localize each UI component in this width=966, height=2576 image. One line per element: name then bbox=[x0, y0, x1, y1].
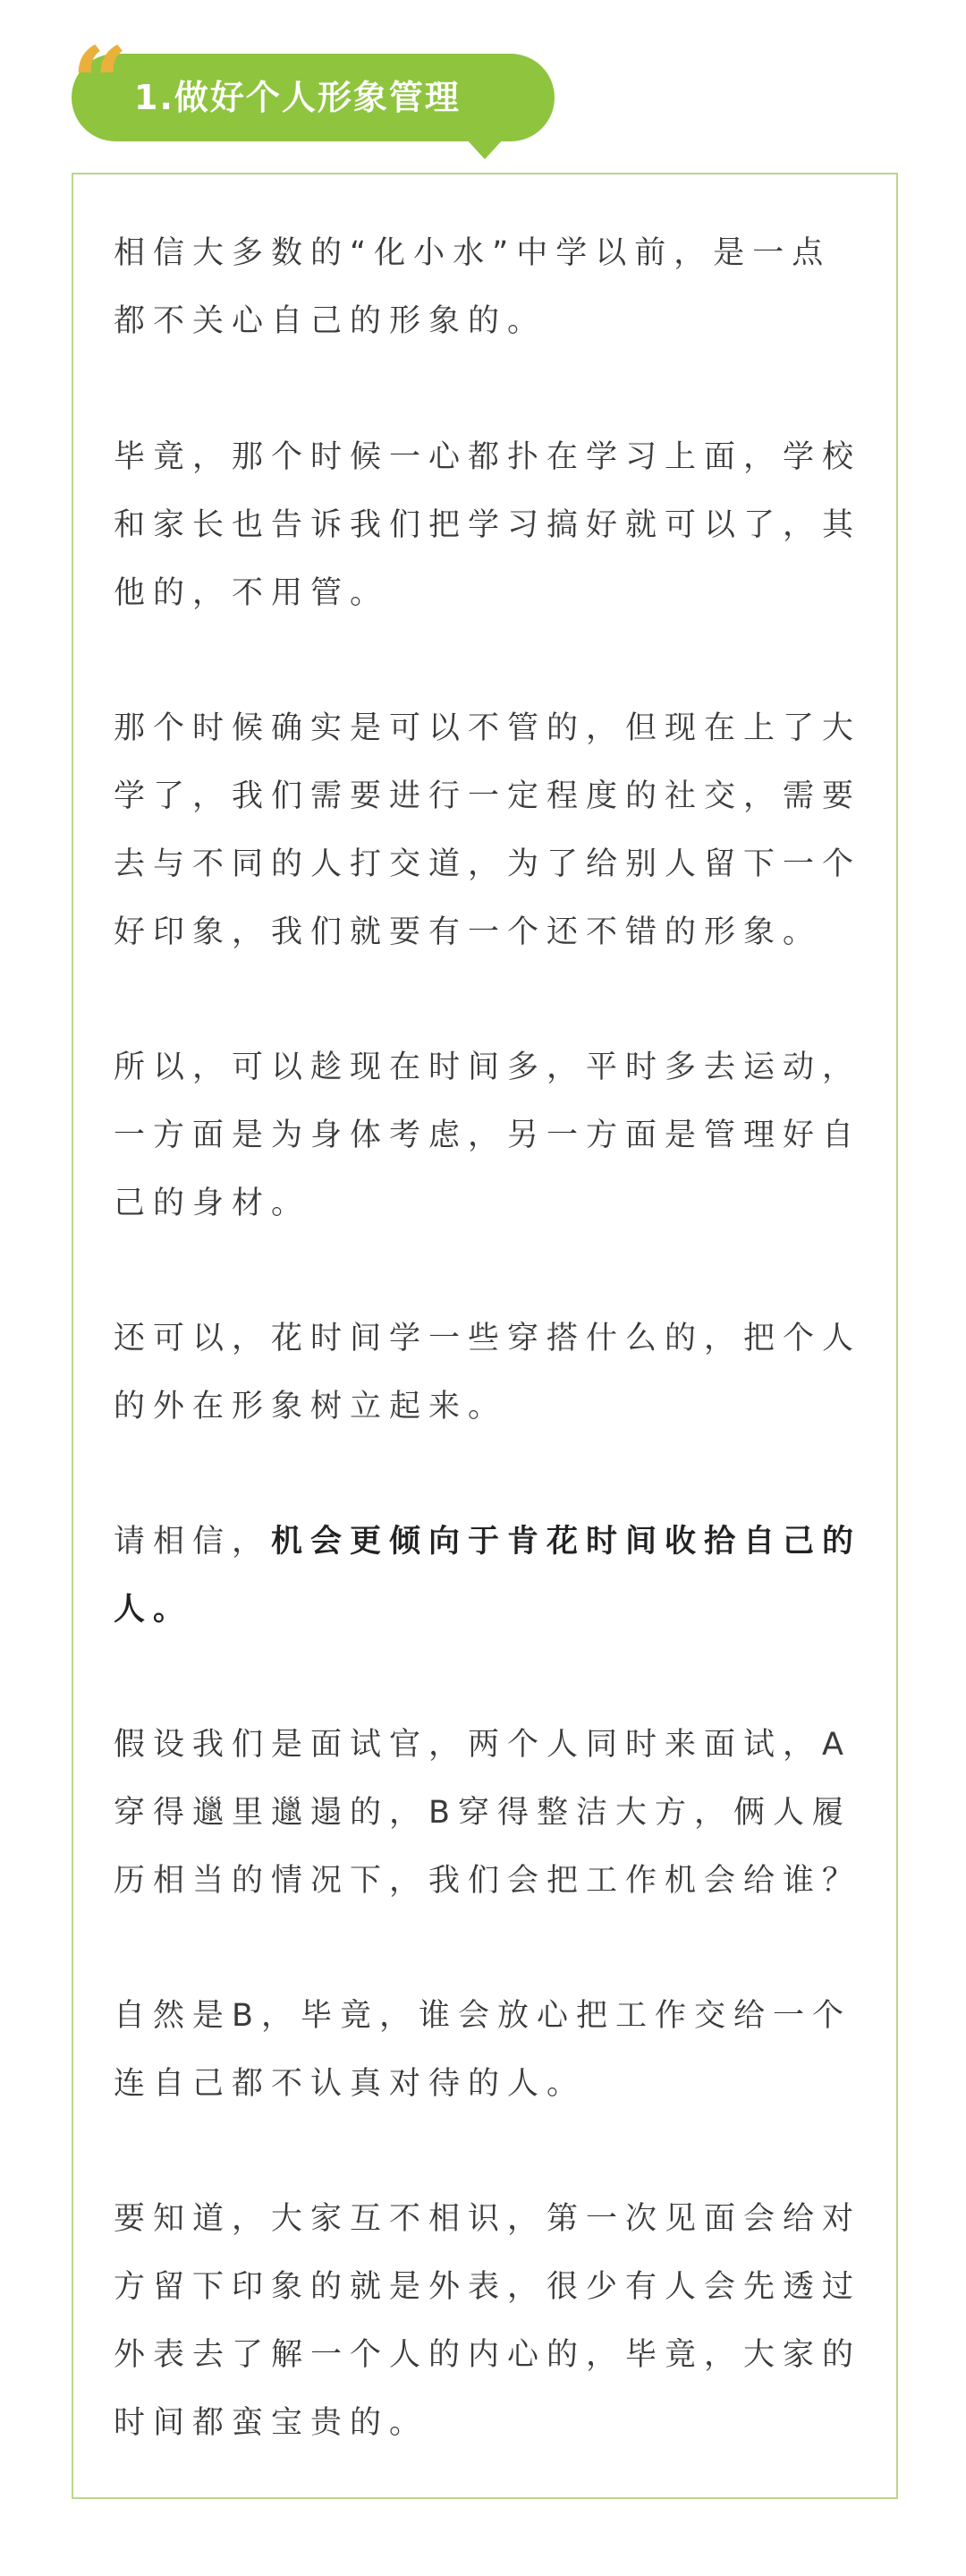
text-line: 连自己都不认真对待的人。 bbox=[114, 2066, 587, 2102]
text-line bbox=[114, 1508, 874, 1576]
text-line: 所以，可以趁现在时间多，平时多去运动， bbox=[114, 1050, 862, 1085]
text-line: 的外在形象树立起来。 bbox=[114, 1389, 508, 1424]
paragraph-9 bbox=[114, 2185, 874, 2457]
text-line: 学了，我们需要进行一定程度的社交，需要 bbox=[114, 778, 862, 814]
text-line: 去与不同的人打交道，为了给别人留下一个 bbox=[114, 846, 862, 882]
emphasis-text: 机会更倾向于肯花时间收拾自己的 bbox=[271, 1524, 862, 1560]
text-line: 方留下印象的就是外表，很少有人会先透过 bbox=[114, 2269, 862, 2305]
text-line: 外表去了解一个人的内心的，毕竟，大家的 bbox=[114, 2337, 862, 2373]
paragraph-5 bbox=[114, 1305, 874, 1441]
emphasis-text: 人。 bbox=[114, 1592, 193, 1628]
text-prefix: 请相信， bbox=[114, 1524, 272, 1560]
paragraph-6 bbox=[114, 1508, 874, 1644]
text-line: 自然是B，毕竟，谁会放心把工作交给一个 bbox=[114, 1998, 852, 2034]
text-line: 那个时候确实是可以不管的，但现在上了大 bbox=[114, 710, 862, 746]
text-line: 和家长也告诉我们把学习搞好就可以了，其 bbox=[114, 507, 862, 543]
paragraph-8 bbox=[114, 1982, 874, 2118]
text-line: 要知道，大家互不相识，第一次见面会给对 bbox=[114, 2201, 862, 2237]
text-line: 一方面是为身体考虑，另一方面是管理好自 bbox=[114, 1118, 862, 1153]
text-line: 好印象，我们就要有一个还不错的形象。 bbox=[114, 914, 823, 950]
text-line: 己的身材。 bbox=[114, 1186, 311, 1221]
text-line: 穿得邋里邋遢的，B穿得整洁大方，俩人履 bbox=[114, 1795, 852, 1831]
paragraph-2 bbox=[114, 423, 874, 627]
paragraph-4 bbox=[114, 1033, 874, 1237]
paragraph-1 bbox=[114, 219, 874, 355]
double-quote-icon: “ bbox=[72, 25, 129, 140]
paragraph-7 bbox=[114, 1711, 874, 1915]
paragraph-3 bbox=[114, 694, 874, 966]
section-title: 1.做好个人形象管理 bbox=[134, 78, 461, 117]
text-line: 假设我们是面试官，两个人同时来面试，A bbox=[114, 1727, 852, 1763]
text-line: 历相当的情况下，我们会把工作机会给谁？ bbox=[114, 1863, 862, 1899]
title-pill-tail bbox=[465, 138, 504, 159]
section-header bbox=[72, 25, 555, 143]
text-line: 还可以，花时间学一些穿搭什么的，把个人 bbox=[114, 1321, 862, 1356]
text-line: 他的，不用管。 bbox=[114, 575, 390, 611]
text-line: 相信大多数的“化小水”中学以前，是一点 bbox=[114, 235, 832, 271]
text-line: 时间都蛮宝贵的。 bbox=[114, 2405, 429, 2441]
text-line: 毕竟，那个时候一心都扑在学习上面，学校 bbox=[114, 439, 862, 475]
text-line bbox=[114, 1576, 874, 1644]
article-card bbox=[72, 173, 898, 2499]
text-line: 都不关心自己的形象的。 bbox=[114, 303, 547, 339]
